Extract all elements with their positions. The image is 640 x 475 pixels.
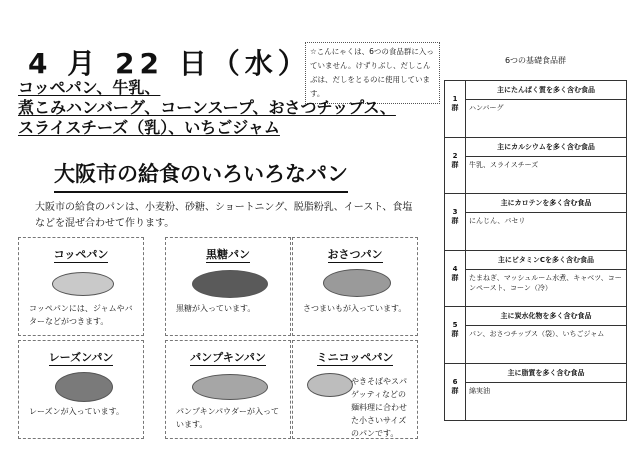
menu-line: スライスチーズ（乳）、いちごジャム <box>18 118 280 137</box>
menu-line: コッペパン、牛乳、 <box>18 78 161 97</box>
bread-description: コッペパンには、ジャムやバターなどがつきます。 <box>29 304 133 326</box>
bread-name: コッペパン <box>53 248 109 261</box>
group-number: 2 群 <box>445 138 466 194</box>
konnyaku-note: ☆こんにゃくは、6つの食品群に入っていません。けずりぶし、だしこんぶは、だしをとるのに使用しています。 <box>305 42 440 104</box>
bread-card <box>165 340 291 439</box>
group-heading: 主に炭水化物を多く含む食品 <box>466 307 626 326</box>
group-foods: にんじん、パセリ <box>469 217 526 226</box>
group-foods: 綿実油 <box>469 386 490 395</box>
bread-image <box>307 373 353 397</box>
food-group-row <box>445 194 626 251</box>
group-heading: 主にカルシウムを多く含む食品 <box>466 138 626 157</box>
bread-name: 黒糖パン <box>206 248 250 261</box>
bread-description: やきそばやスパゲッティなどの麺料理に合わせた小さいサイズのパンです。 <box>351 377 407 438</box>
bread-image <box>192 270 268 298</box>
bread-card <box>18 237 144 336</box>
bread-card <box>292 237 418 336</box>
food-group-row <box>445 307 626 364</box>
bread-name: おさつパン <box>327 248 383 261</box>
food-group-row <box>445 251 626 308</box>
bread-intro-text: 大阪市の給食のパンは、小麦粉、砂糖、ショートニング、脱脂粉乳、イースト、食塩などを混ぜ合わせて作ります。 <box>35 202 413 229</box>
group-heading: 主にビタミンCを多く含む食品 <box>466 251 626 270</box>
group-number: 3 群 <box>445 194 466 250</box>
menu-list <box>18 78 396 138</box>
food-group-row <box>445 138 626 195</box>
bread-section-title: 大阪市の給食のいろいろなパン <box>54 158 348 193</box>
bread-name: パンプキンパン <box>190 351 266 364</box>
bread-description: さつまいもが入っています。 <box>303 304 407 313</box>
bread-name: ミニコッペパン <box>316 351 394 364</box>
group-number: 4 群 <box>445 251 466 307</box>
bread-image <box>192 374 268 400</box>
group-foods: たまねぎ、マッシュルーム水煮、キャベツ、コーンペースト、コーン（冷） <box>469 273 622 292</box>
group-number: 5 群 <box>445 307 466 363</box>
bread-description: レーズンが入っています。 <box>29 407 124 416</box>
group-heading: 主にたんぱく質を多く含む食品 <box>466 81 626 100</box>
bread-name: レーズンパン <box>48 351 114 364</box>
food-group-caption: 6つの基礎食品群 <box>504 56 567 65</box>
group-foods: ハンバーグ <box>469 104 504 112</box>
food-group-table <box>444 80 627 421</box>
date-heading: 4 月 22 日（水） <box>28 47 311 80</box>
bread-card <box>165 237 291 336</box>
bread-description: 黒糖が入っています。 <box>176 304 256 313</box>
bread-card <box>292 340 418 439</box>
group-number: 6 群 <box>445 364 466 420</box>
bread-image <box>52 272 114 296</box>
menu-line: 煮こみハンバーグ、コーンスープ、おさつチップス、 <box>18 98 396 117</box>
food-group-row <box>445 81 626 138</box>
group-foods: 牛乳、スライスチーズ <box>469 160 539 169</box>
bread-description: パンプキンパウダーが入っています。 <box>176 407 279 429</box>
group-number: 1 群 <box>445 81 466 137</box>
bread-card <box>18 340 144 439</box>
food-group-row <box>445 364 626 420</box>
bread-image <box>323 269 391 297</box>
group-heading: 主にカロテンを多く含む食品 <box>466 194 626 213</box>
group-heading: 主に脂質を多く含む食品 <box>466 364 626 383</box>
bread-image <box>55 372 113 402</box>
group-foods: パン、おさつチップス（袋）、いちごジャム <box>469 330 605 339</box>
